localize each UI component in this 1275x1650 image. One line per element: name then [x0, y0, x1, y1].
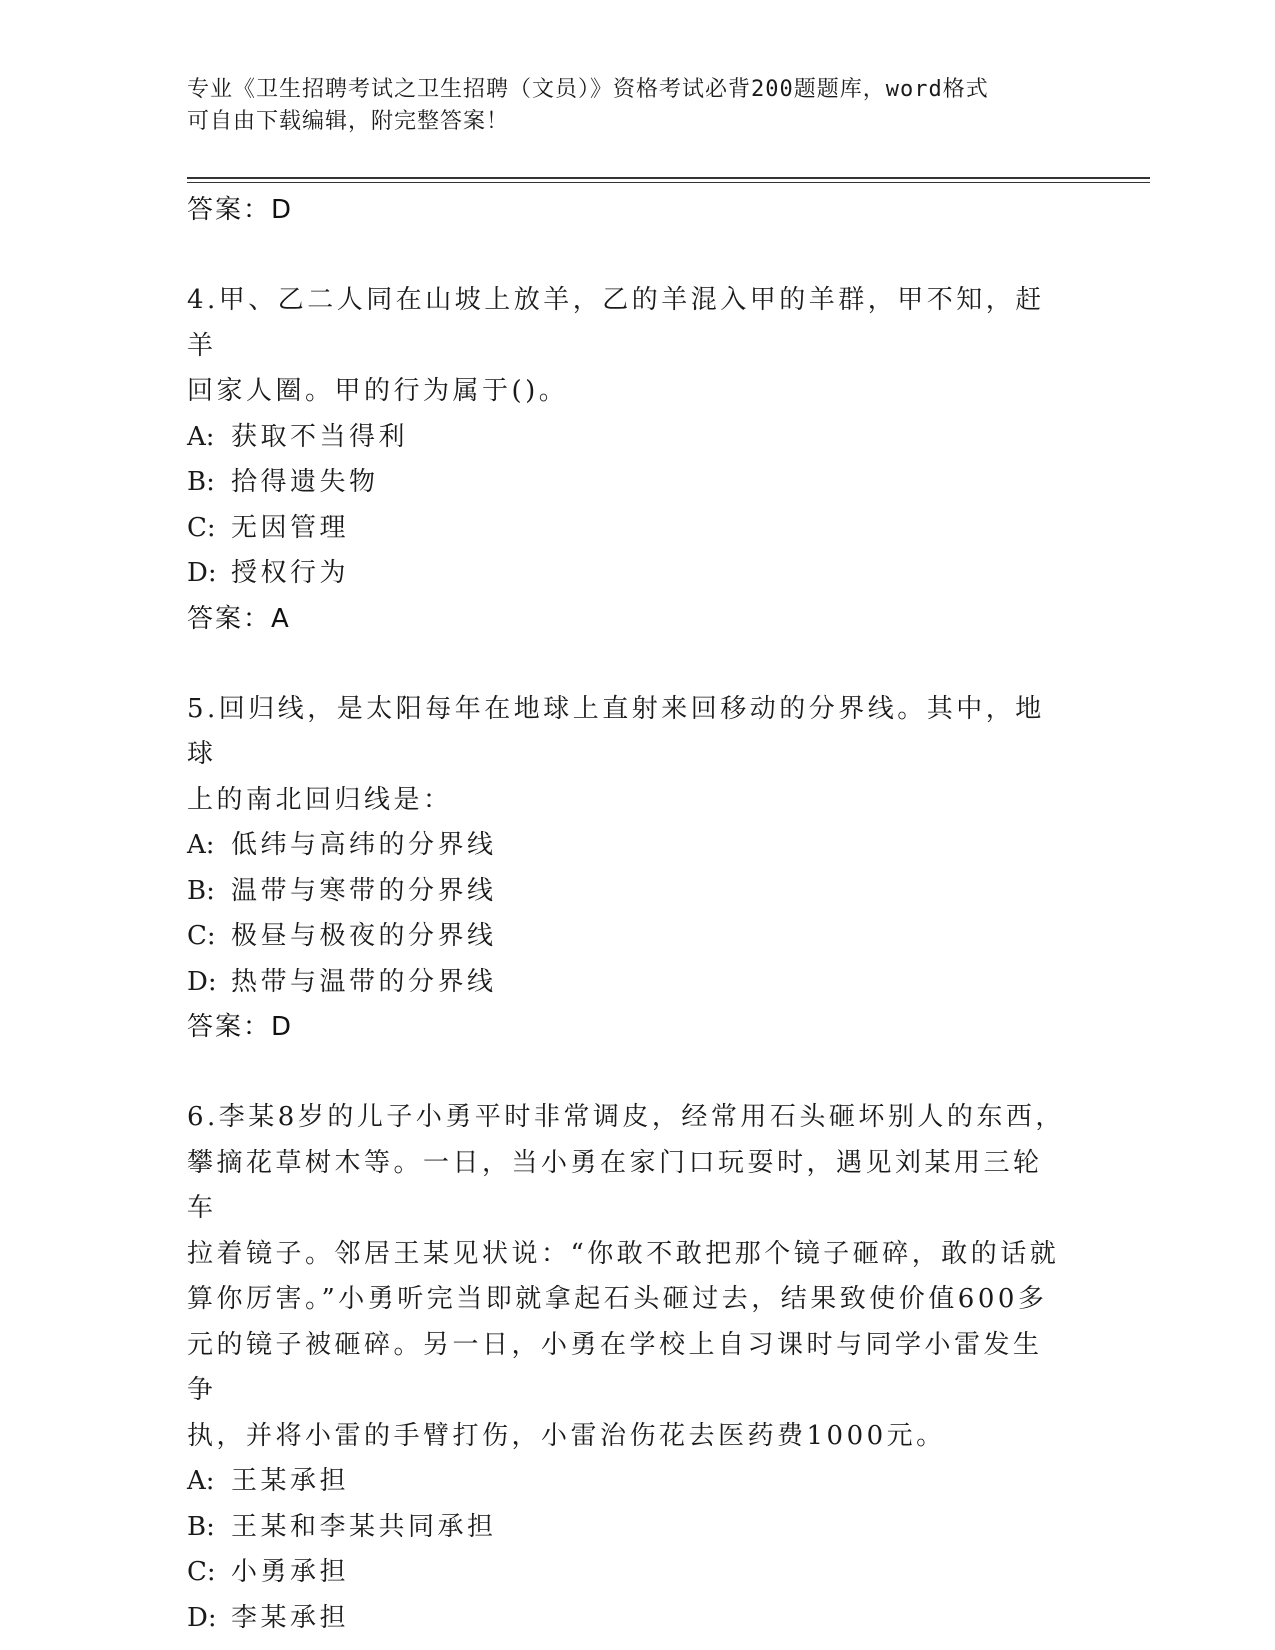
option-c — [187, 914, 1067, 960]
header-divider-thick — [187, 177, 1150, 179]
option-c — [187, 1550, 1067, 1596]
option-letter: A: — [187, 830, 215, 860]
option-d — [187, 551, 1067, 597]
option-a — [187, 1459, 1067, 1505]
stem-line: 回家人圈。甲的行为属于()。 — [187, 376, 569, 406]
stem-line: 拉着镜子。邻居王某见状说：“你敢不敢把那个镜子砸碎，敢的话就 — [187, 1238, 1060, 1269]
option-letter: A: — [187, 421, 215, 452]
option-letter: C: — [187, 921, 216, 951]
option-d — [187, 960, 1067, 1006]
answer-line: 答案：D — [187, 1012, 294, 1042]
option-text: 获取不当得利 — [231, 421, 409, 452]
document-body — [187, 188, 1067, 1641]
option-letter: C: — [187, 512, 216, 543]
option-letter: B: — [187, 875, 215, 906]
stem-line: 4.甲、乙二人同在山坡上放羊，乙的羊混入甲的羊群，甲不知，赶羊 — [187, 285, 1045, 361]
option-a — [187, 415, 1067, 461]
option-text: 小勇承担 — [231, 1557, 350, 1587]
option-letter: D: — [187, 558, 217, 588]
question-stem — [187, 687, 1067, 824]
option-letter: D: — [187, 966, 217, 997]
option-letter: D: — [187, 1602, 217, 1633]
answer-line: 答案：A — [187, 603, 291, 634]
question-5 — [187, 687, 1067, 1050]
question-spacer — [187, 641, 1067, 687]
question-6 — [187, 1095, 1067, 1641]
option-letter: A: — [187, 1466, 215, 1496]
option-a — [187, 823, 1067, 869]
option-b — [187, 1505, 1067, 1551]
question-spacer — [187, 232, 1067, 278]
stem-line: 算你厉害。”小勇听完当即就拿起石头砸过去，结果致使价值600多 — [187, 1284, 1048, 1314]
question-spacer — [187, 1049, 1067, 1095]
option-text: 李某承担 — [231, 1602, 350, 1633]
option-text: 授权行为 — [231, 558, 350, 588]
header-line-1: 专业《卫生招聘考试之卫生招聘（文员）》资格考试必背200题题库，word格式 — [187, 77, 989, 102]
question-stem — [187, 278, 1067, 415]
stem-line: 元的镜子被砸碎。另一日，小勇在学校上自习课时与同学小雷发生争 — [187, 1329, 1043, 1405]
option-c — [187, 506, 1067, 552]
option-text: 拾得遗失物 — [231, 467, 379, 497]
option-text: 低纬与高纬的分界线 — [231, 830, 497, 860]
option-text: 热带与温带的分界线 — [231, 966, 497, 997]
answer-line: 答案：D — [187, 195, 294, 225]
option-b — [187, 460, 1067, 506]
option-letter: C: — [187, 1557, 216, 1587]
stem-line: 执，并将小雷的手臂打伤，小雷治伤花去医药费1000元。 — [187, 1420, 946, 1451]
option-letter: B: — [187, 1511, 215, 1542]
option-text: 无因管理 — [231, 512, 350, 543]
option-letter: B: — [187, 467, 215, 497]
stem-line: 攀摘花草树木等。一日，当小勇在家门口玩耍时，遇见刘某用三轮车 — [187, 1147, 1043, 1223]
question-4 — [187, 278, 1067, 641]
stem-line: 6.李某8岁的儿子小勇平时非常调皮，经常用石头砸坏别人的东西， — [187, 1102, 1065, 1132]
option-text: 温带与寒带的分界线 — [231, 875, 497, 906]
option-text: 极昼与极夜的分界线 — [231, 921, 497, 951]
option-b — [187, 869, 1067, 915]
header-divider-thin — [187, 182, 1150, 183]
header-line-2: 可自由下载编辑，附完整答案！ — [187, 109, 510, 134]
stem-line: 5.回归线，是太阳每年在地球上直射来回移动的分界线。其中，地球 — [187, 693, 1045, 769]
option-text: 王某承担 — [231, 1466, 350, 1496]
question-stem — [187, 1095, 1067, 1459]
option-d — [187, 1596, 1067, 1642]
option-text: 王某和李某共同承担 — [231, 1511, 497, 1542]
document-header — [187, 74, 1067, 138]
stem-line: 上的南北回归线是： — [187, 784, 453, 815]
